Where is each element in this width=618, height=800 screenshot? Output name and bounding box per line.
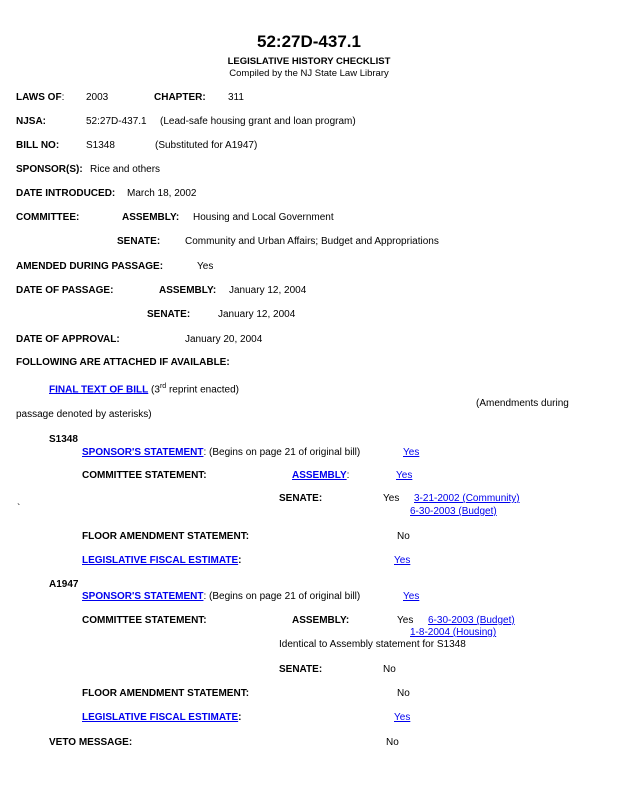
a1947-senate-label: SENATE: [279,664,323,675]
s1348-committee-label: COMMITTEE STATEMENT: [82,470,207,481]
a1947-floor-label: FLOOR AMENDMENT STATEMENT: [82,688,250,699]
s1348-fiscal-yes-link[interactable]: Yes [394,555,411,566]
a1947-assembly-label: ASSEMBLY: [292,615,350,626]
a1947-fiscal-yes-link[interactable]: Yes [394,712,411,723]
date-introduced-label: DATE INTRODUCED: [16,188,116,199]
passage-assembly-value: January 12, 2004 [229,285,307,296]
chapter-label: CHAPTER: [154,92,206,103]
attached-heading: FOLLOWING ARE ATTACHED IF AVAILABLE: [16,357,230,368]
committee-senate-label: SENATE: [117,236,161,247]
passage-senate-label: SENATE: [147,309,191,320]
final-text-superscript: rd [159,383,167,390]
s1348-fiscal-row [82,555,241,566]
a1947-sponsor-yes-link[interactable]: Yes [403,591,420,602]
a1947-assembly-value: Yes [397,615,414,626]
s1348-fiscal-colon: : [238,555,242,566]
date-introduced-value: March 18, 2002 [127,188,197,199]
amended-value: Yes [197,261,214,272]
passage-assembly-label: ASSEMBLY: [159,285,217,296]
passage-senate-value: January 12, 2004 [218,309,296,320]
a1947-fiscal-row [82,712,241,723]
a1947-assembly-housing-link[interactable]: 1-8-2004 (Housing) [410,627,497,638]
chapter-value: 311 [228,92,244,103]
s1348-sponsor-note: : (Begins on page 21 of original bill) [203,447,361,458]
veto-label: VETO MESSAGE: [49,737,133,748]
s1348-fiscal-estimate-link[interactable]: LEGISLATIVE FISCAL ESTIMATE [82,555,239,566]
a1947-sponsor-row [82,591,360,602]
a1947-assembly-budget-link[interactable]: 6-30-2003 (Budget) [428,615,515,626]
date-of-approval-value: January 20, 2004 [185,334,263,345]
date-of-approval-label: DATE OF APPROVAL: [16,334,120,345]
s1348-floor-label: FLOOR AMENDMENT STATEMENT: [82,531,250,542]
njsa-label: NJSA: [16,116,47,127]
committee-assembly-label: ASSEMBLY: [122,212,180,223]
date-of-passage-label: DATE OF PASSAGE: [16,285,114,296]
laws-of-colon: : [61,92,65,103]
amendments-note-1: (Amendments during [476,398,569,409]
a1947-committee-label: COMMITTEE STATEMENT: [82,615,207,626]
njsa-value: 52:27D-437.1 [86,116,147,127]
final-text-row [49,383,239,395]
amendments-note-2: passage denoted by asterisks) [16,409,152,420]
committee-senate-value: Community and Urban Affairs; Budget and Appropriations [185,236,439,247]
a1947-identical-note: Identical to Assembly statement for S1348 [279,639,466,650]
s1348-assembly-link[interactable]: ASSEMBLY [292,470,347,481]
bill-no-value: S1348 [86,140,115,151]
s1348-sponsor-statement-link[interactable]: SPONSOR'S STATEMENT [82,447,204,458]
page-title: 52:27D-437.1 [257,32,361,51]
stray-mark: ` [17,503,21,514]
final-text-link[interactable]: FINAL TEXT OF BILL [49,384,149,396]
s1348-assembly-row [292,470,349,481]
sponsors-value: Rice and others [90,164,161,175]
a1947-sponsor-statement-link[interactable]: SPONSOR'S STATEMENT [82,591,204,602]
compiled-by: Compiled by the NJ State Law Library [229,68,389,79]
s1348-senate-budget-link[interactable]: 6-30-2003 (Budget) [410,506,497,517]
s1348-assembly-yes-link[interactable]: Yes [396,470,413,481]
laws-of-value: 2003 [86,92,109,103]
bill-no-label: BILL NO: [16,140,60,151]
njsa-description: (Lead-safe housing grant and loan program) [160,116,356,127]
a1947-floor-value: No [397,688,410,699]
committee-assembly-value: Housing and Local Government [193,212,334,223]
s1348-floor-value: No [397,531,410,542]
final-text-paren: (3 [148,384,160,396]
s1348-assembly-colon: : [346,470,350,481]
substituted-note: (Substituted for A1947) [155,140,258,151]
s1348-senate-label: SENATE: [279,493,323,504]
a1947-fiscal-colon: : [238,712,242,723]
sponsors-label: SPONSOR(S): [16,164,83,175]
s1348-sponsor-row [82,447,360,458]
a1947-label: A1947 [49,579,79,590]
final-text-reprint: reprint enacted) [166,384,239,396]
a1947-fiscal-estimate-link[interactable]: LEGISLATIVE FISCAL ESTIMATE [82,712,239,723]
s1348-senate-value: Yes [383,493,400,504]
s1348-label: S1348 [49,434,78,445]
a1947-sponsor-note: : (Begins on page 21 of original bill) [203,591,361,602]
checklist-heading: LEGISLATIVE HISTORY CHECKLIST [227,56,391,67]
laws-of-row [16,92,64,103]
laws-of-label: LAWS OF [16,92,62,103]
s1348-senate-community-link[interactable]: 3-21-2002 (Community) [414,493,520,504]
committee-label: COMMITTEE: [16,212,80,223]
veto-value: No [386,737,399,748]
a1947-senate-value: No [383,664,396,675]
amended-label: AMENDED DURING PASSAGE: [16,261,164,272]
s1348-sponsor-yes-link[interactable]: Yes [403,447,420,458]
